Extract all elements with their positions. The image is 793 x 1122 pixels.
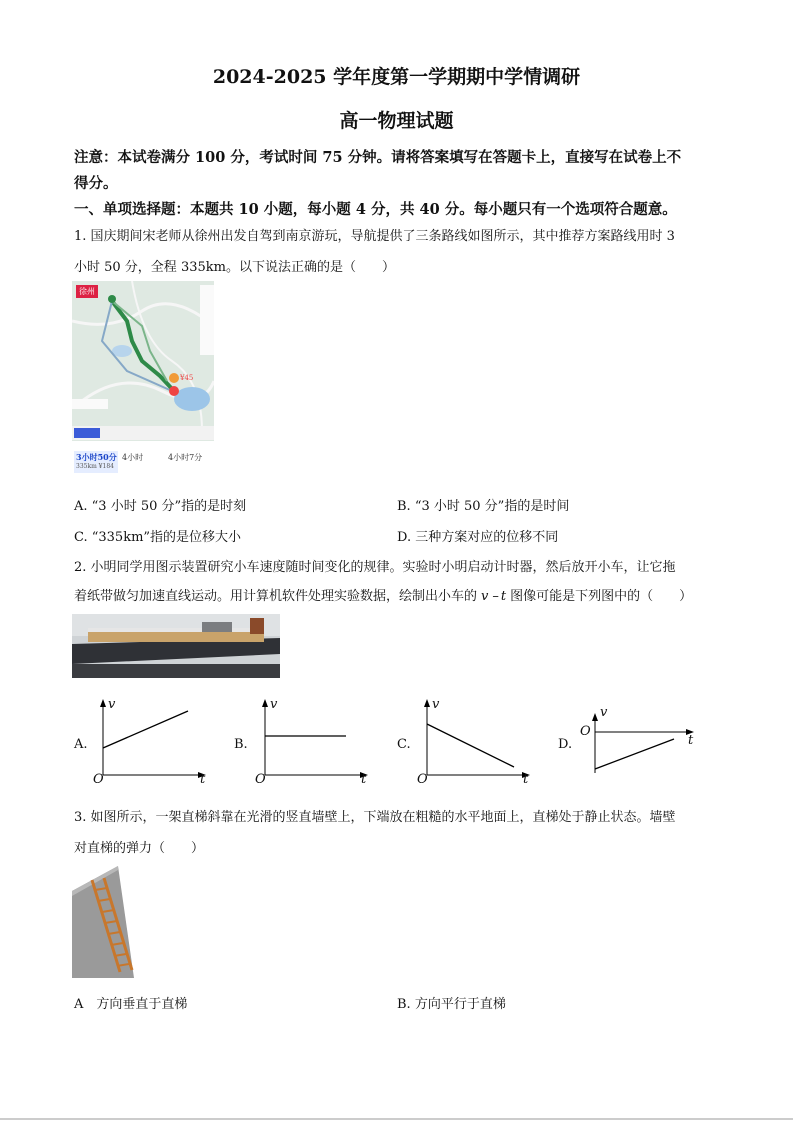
q1-option-a: A. “3 小时 50 分”指的是时刻 <box>74 499 247 514</box>
notice-line-2: 得分。 <box>74 175 118 192</box>
q2-stem-line-2: 着纸带做匀加速直线运动。用计算机软件处理实验数据，绘制出小车的 v – t 图像可能是下列图中的（ ） <box>74 589 693 604</box>
route-2-time: 4小时 <box>122 453 144 462</box>
graph-d-v: v <box>600 705 608 720</box>
navigation-map-figure <box>72 281 214 476</box>
q2-stem-line-2b: 图像可能是下列图中的（ ） <box>510 589 693 604</box>
section-heading: 一、单项选择题：本题共 10 小题，每小题 4 分，共 40 分。每小题只有一个选项符合题意。 <box>74 201 677 218</box>
graph-d <box>592 713 694 773</box>
q1-option-d: D. 三种方案对应的位移不同 <box>397 530 559 545</box>
map-toll-marker: ¥45 <box>180 374 194 382</box>
graph-c-t: t <box>523 772 529 787</box>
q3-option-a: A 方向垂直于直梯 <box>74 997 188 1012</box>
q1-option-c: C. “335km”指的是位移大小 <box>74 530 242 545</box>
graph-a-v: v <box>108 697 116 712</box>
graph-b-t: t <box>361 772 367 787</box>
page-bottom-divider <box>0 1118 793 1120</box>
graph-b-v: v <box>270 697 278 712</box>
map-start-label: 徐州 <box>76 285 98 298</box>
graph-d-label: D. <box>558 737 573 752</box>
route-1-km: 335km ¥184 <box>76 463 114 470</box>
graph-d-t: t <box>688 733 694 748</box>
ladder-figure <box>72 866 140 978</box>
q2-stem-line-2a: 着纸带做匀加速直线运动。用计算机软件处理实验数据，绘制出小车的 <box>74 589 478 604</box>
q2-t-symbol: t <box>500 589 507 604</box>
route-1-time: 3小时50分 <box>76 452 117 462</box>
q1-stem-line-2: 小时 50 分，全程 335km。以下说法正确的是（ ） <box>74 260 395 275</box>
exam-subtitle: 高一物理试题 <box>339 110 454 132</box>
route-3-time: 4小时7分 <box>168 453 203 462</box>
graph-c-label: C. <box>397 737 411 752</box>
q2-v-symbol: v <box>481 589 489 604</box>
graph-d-o: O <box>580 724 591 739</box>
q3-option-b: B. 方向平行于直梯 <box>397 997 506 1012</box>
graph-a-o: O <box>93 772 104 787</box>
graph-b-label: B. <box>234 737 248 752</box>
graph-b <box>262 699 368 778</box>
graph-a <box>100 699 206 778</box>
graph-a-t: t <box>200 772 206 787</box>
exam-title: 2024-2025 学年度第一学期期中学情调研 <box>212 66 581 88</box>
graph-a-label: A. <box>74 737 88 752</box>
q3-stem-line-1: 3. 如图所示，一架直梯斜靠在光滑的竖直墙壁上，下端放在粗糙的水平地面上，直梯处于静止状态。墙壁 <box>74 810 676 825</box>
graph-c <box>424 699 530 778</box>
notice-line-1: 注意：本试卷满分 100 分，考试时间 75 分钟。请将答案填写在答题卡上，直接写在试卷上不 <box>74 149 682 166</box>
graph-c-v: v <box>432 697 440 712</box>
graph-b-o: O <box>255 772 266 787</box>
q2-stem-line-1: 2. 小明同学用图示装置研究小车速度随时间变化的规律。实验时小明启动计时器，然后放开小车，让它拖 <box>74 560 676 575</box>
q3-stem-line-2: 对直梯的弹力（ ） <box>74 841 205 856</box>
apparatus-photo <box>72 614 280 678</box>
graph-c-o: O <box>417 772 428 787</box>
q1-stem-line-1: 1. 国庆期间宋老师从徐州出发自驾到南京游玩，导航提供了三条路线如图所示，其中推荐方案路线用时 3 <box>74 229 675 244</box>
q1-option-b: B. “3 小时 50 分”指的是时间 <box>397 499 570 514</box>
